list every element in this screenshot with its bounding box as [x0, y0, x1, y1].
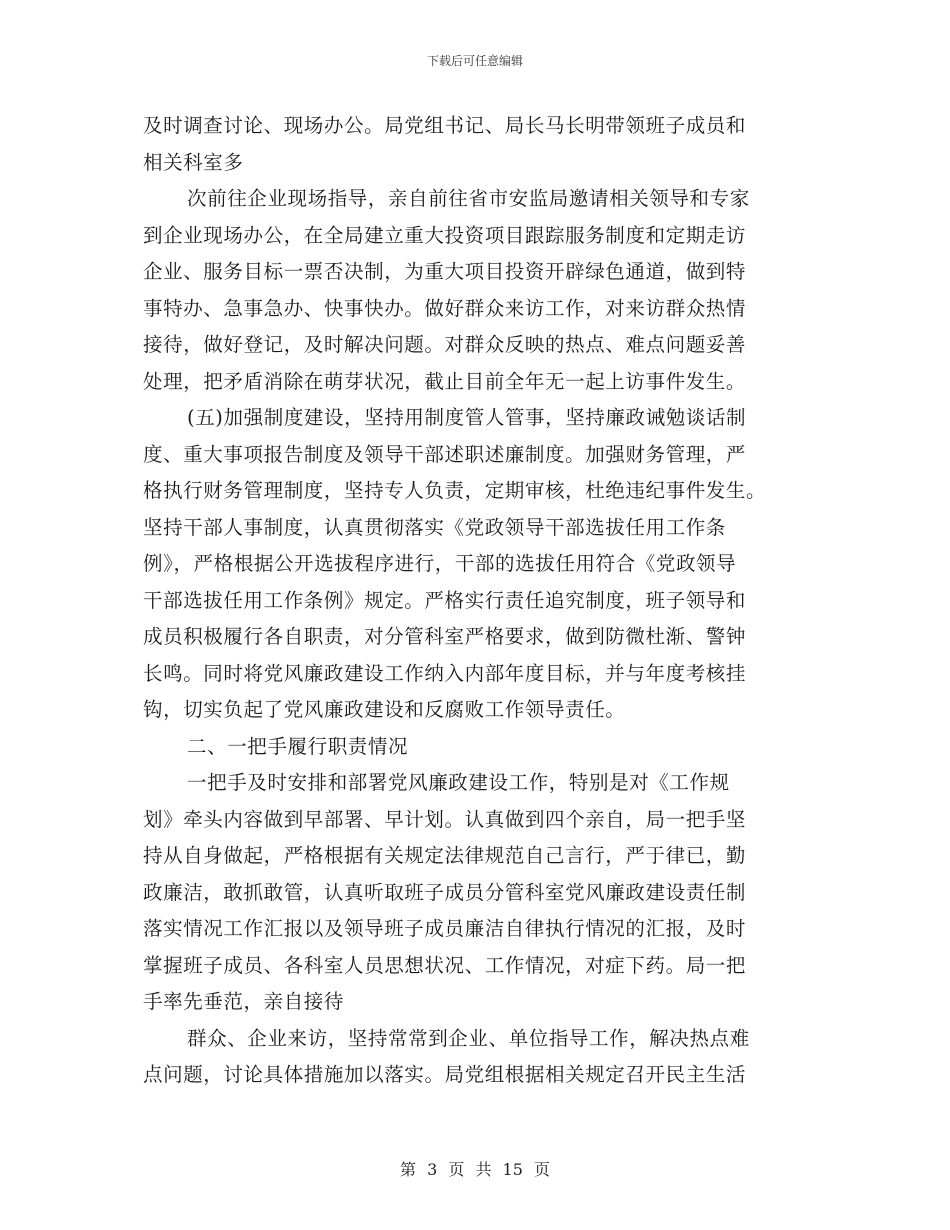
text-line: 次前往企业现场指导，亲自前往省市安监局邀请相关领导和专家	[187, 187, 750, 210]
text-line: (五)加强制度建设，坚持用制度管人管事，坚持廉政诫勉谈话制	[187, 406, 747, 429]
text-line: 干部选拔任用工作条例》规定。严格实行责任追究制度，班子领导和	[143, 588, 747, 612]
text-line: 事特办、急事急办、快事快办。做好群众来访工作，对来访群众热情	[143, 296, 747, 320]
text-line: 相关科室多	[143, 150, 244, 174]
text-line: 掌握班子成员、各科室人员思想状况、工作情况，对症下药。局一把	[143, 953, 747, 977]
text-line: 坚持干部人事制度，认真贯彻落实《党政领导干部选拔任用工作条	[143, 515, 726, 539]
text-line: 落实情况工作汇报以及领导班子成员廉洁自律执行情况的汇报，及时	[143, 917, 747, 940]
text-line: 持从自身做起，严格根据有关规定法律规范自己言行，严于律已，勤	[143, 844, 747, 867]
text-line: 二、一把手履行职责情况	[187, 734, 409, 758]
text-line: 成员积极履行各自职责，对分管科室严格要求，做到防微杜渐、警钟	[143, 625, 747, 648]
text-line: 划》牵头内容做到早部署、早计划。认真做到四个亲自，局一把手坚	[143, 807, 747, 831]
page-header: 下载后可任意编辑	[426, 54, 523, 68]
text-line: 一把手及时安排和部署党风廉政建设工作，特别是对《工作规	[187, 771, 730, 794]
text-line: 钩，切实负起了党风廉政建设和反腐败工作领导责任。	[143, 698, 626, 721]
text-line: 例》，严格根据公开选拔程序进行，干部的选拔任用符合《党政领导	[143, 552, 737, 575]
page-footer: 第 3 页 共 15 页	[400, 1160, 550, 1179]
text-line: 及时调查讨论、现场办公。局党组书记、局长马长明带领班子成员和	[143, 114, 747, 137]
text-line: 政廉洁，敢抓敢管，认真听取班子成员分管科室党风廉政建设责任制	[143, 880, 747, 904]
text-line: 长鸣。同时将党风廉政建设工作纳入内部年度目标，并与年度考核挂	[143, 661, 747, 685]
text-line: 度、重大事项报告制度及领导干部述职述廉制度。加强财务管理，严	[143, 442, 747, 466]
text-line: 手率先垂范，亲自接待	[143, 990, 345, 1013]
text-line: 接待，做好登记，及时解决问题。对群众反映的热点、难点问题妥善	[143, 333, 747, 356]
text-line: 格执行财务管理制度，坚持专人负责，定期审核，杜绝违纪事件发生。	[143, 479, 767, 502]
text-line: 处理，把矛盾消除在萌芽状况，截止目前全年无一起上访事件发生。	[143, 369, 747, 393]
text-line: 群众、企业来访，坚持常常到企业、单位指导工作，解决热点难	[187, 1026, 750, 1050]
text-line: 点问题，讨论具体措施加以落实。局党组根据相关规定召开民主生活	[143, 1063, 747, 1086]
text-line: 企业、服务目标一票否决制，为重大项目投资开辟绿色通道，做到特	[143, 260, 747, 283]
text-line: 到企业现场办公，在全局建立重大投资项目跟踪服务制度和定期走访	[143, 223, 747, 247]
document-body	[143, 108, 803, 1094]
